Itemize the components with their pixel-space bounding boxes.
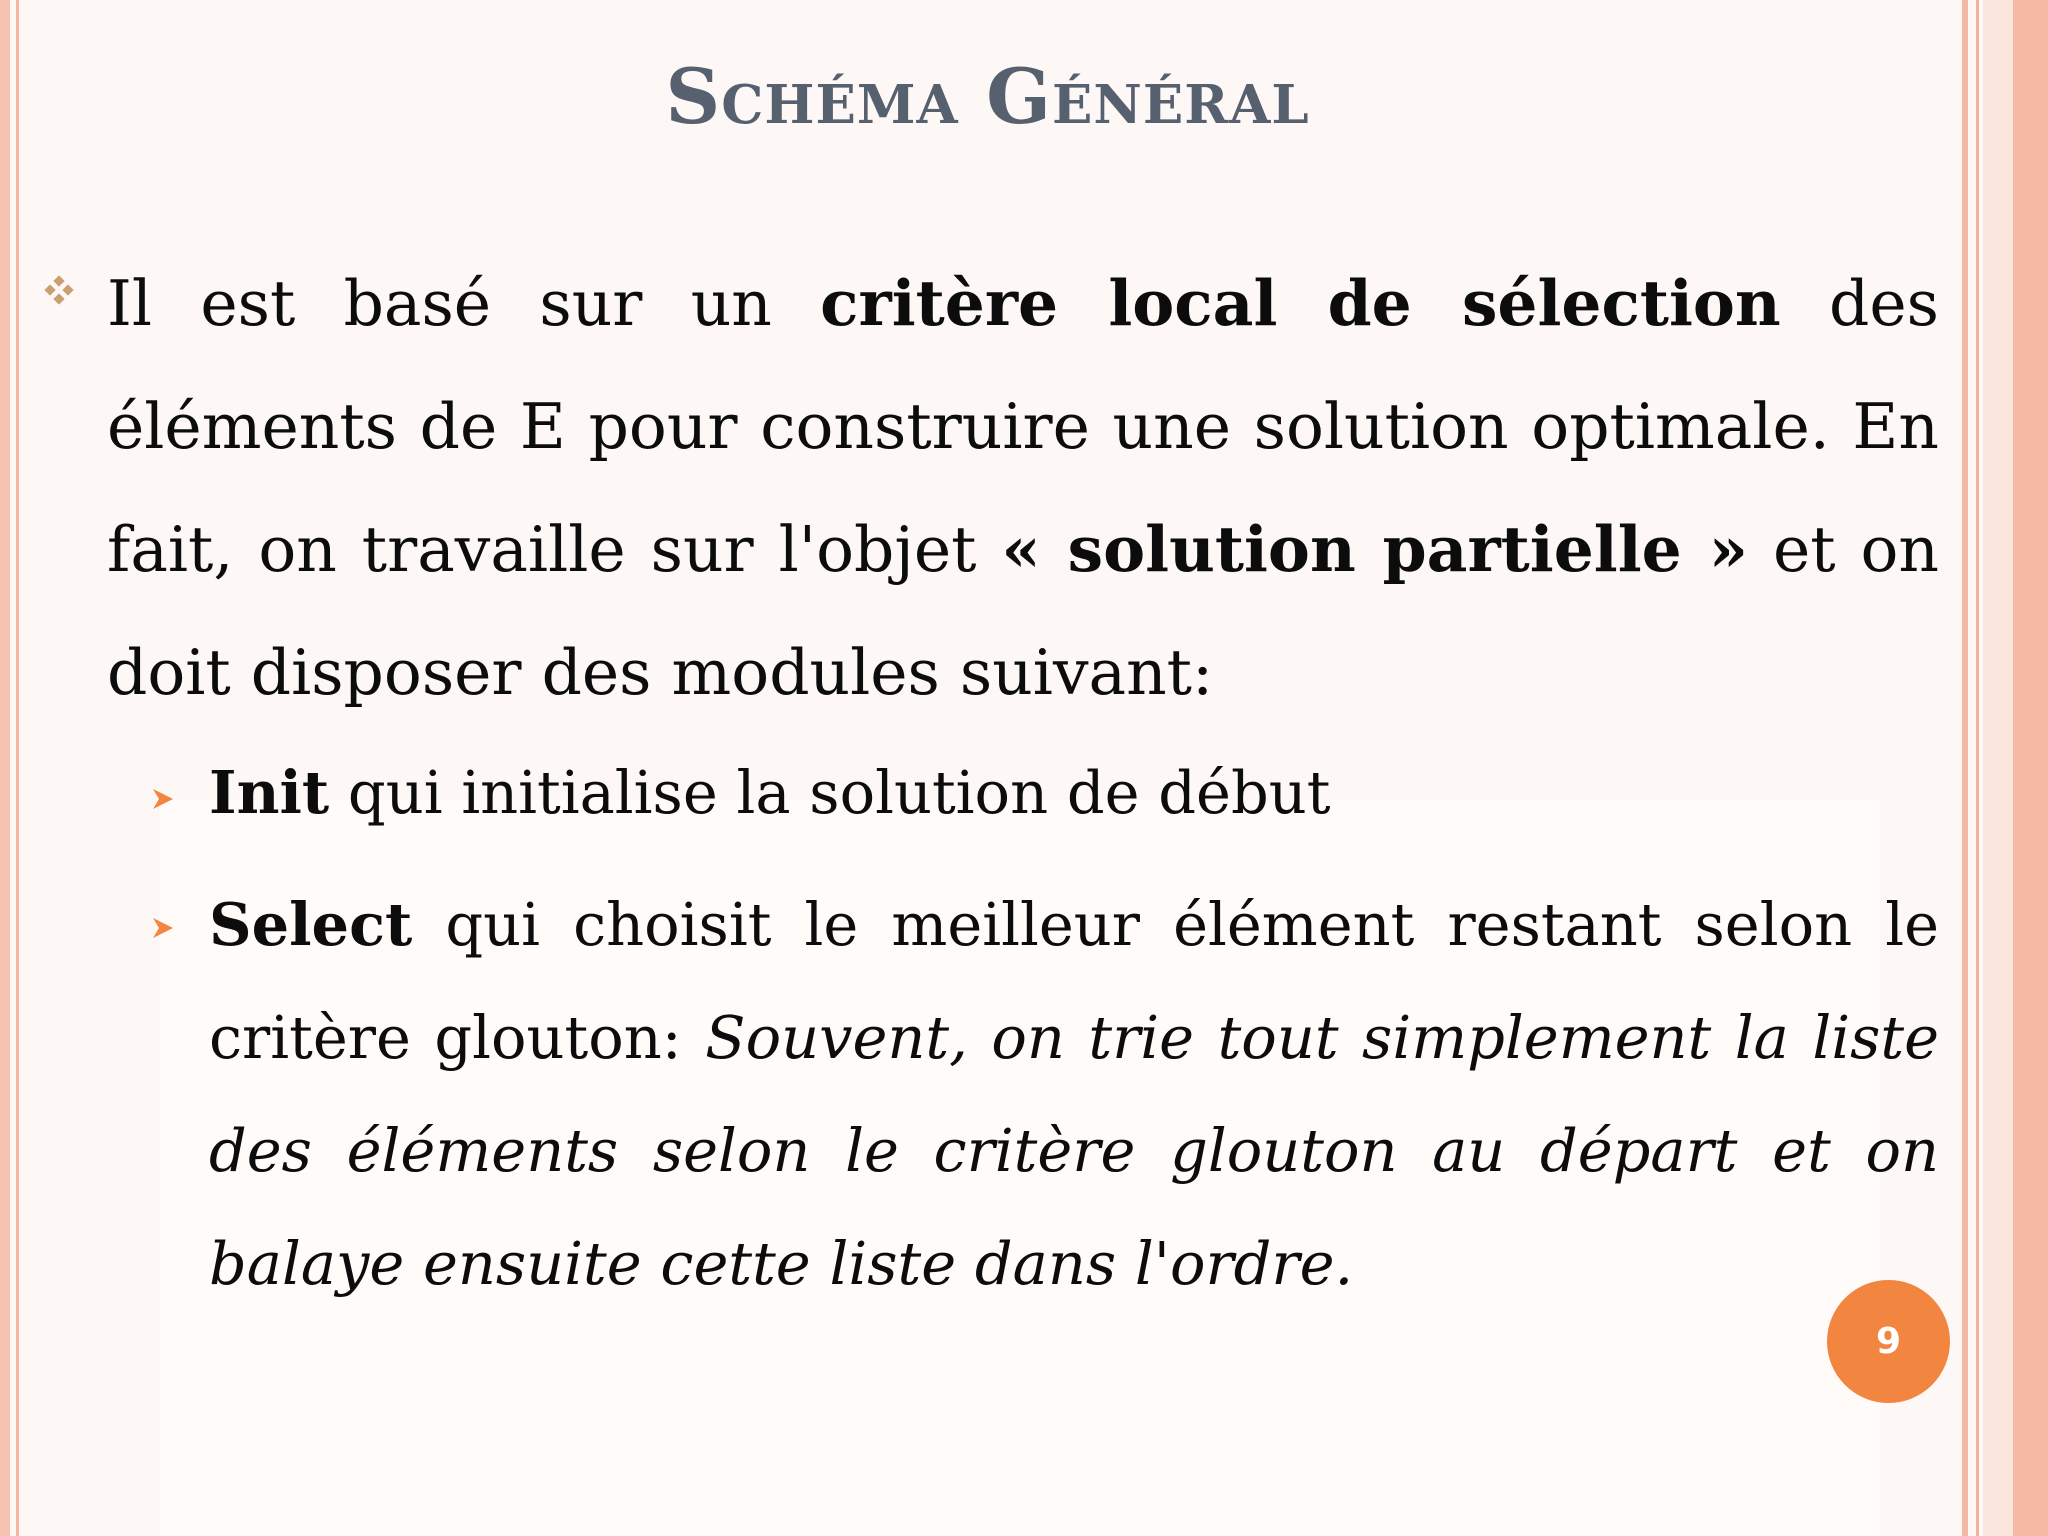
right-border-stripe <box>2013 0 2048 1536</box>
sub-bullet-select-italic: Souvent, on trie tout simplement la liste des éléments selon le critère glouton au départ et on balaye ensuite cette liste dans l'ordre. <box>209 1003 1939 1298</box>
sub-bullet-select-text: qui choisit le meilleur élément restant selon le critère glouton: <box>209 890 1939 1072</box>
main-text-bold-partial-solution: « solution partielle » <box>1001 512 1748 586</box>
left-border-line <box>16 0 19 1536</box>
page-number-badge: 9 <box>1827 1280 1950 1403</box>
right-border-line <box>1962 0 1968 1536</box>
main-text-part3: des éléments de E pour construire une solution optimale. En fait, on travaille sur l'objet <box>107 267 1939 586</box>
diamond-cluster-icon <box>44 275 74 305</box>
arrowhead-icon <box>150 786 176 812</box>
arrowhead-icon <box>150 915 176 941</box>
main-text-part1: Il est basé sur un <box>107 267 821 340</box>
sub-bullet-select <box>209 868 1939 1320</box>
slide-title: Schéma Général <box>665 52 1310 141</box>
main-bullet-text <box>107 242 1939 734</box>
main-text-part5: et on doit disposer des modules suivant: <box>107 513 1940 709</box>
right-border-band <box>1983 0 2013 1536</box>
left-border-stripe <box>0 0 10 1536</box>
sub-bullet-select-bold: Select <box>209 890 413 959</box>
sub-bullet-init-text: qui initialise la solution de début <box>329 758 1331 827</box>
main-text-bold-criterion: critère local de sélection <box>820 266 1781 340</box>
sub-bullet-init <box>209 748 1939 838</box>
sub-bullet-init-bold: Init <box>209 758 330 827</box>
right-border-thin-line <box>1976 0 1979 1536</box>
